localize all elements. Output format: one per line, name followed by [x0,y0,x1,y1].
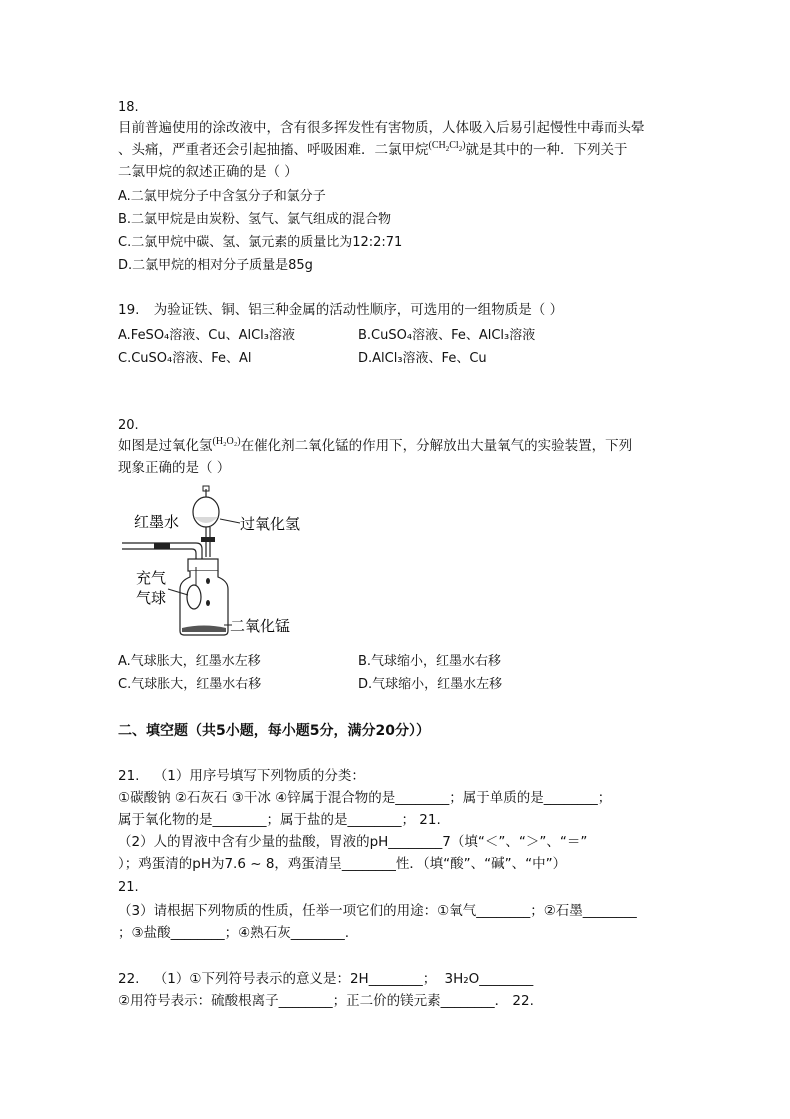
q21-number: 21. [118,768,140,784]
q18-option-d: D.二氯甲烷的相对分子质量是85g [118,258,313,273]
q21-part3-line1: （3）请根据下列物质的性质，任举一项它们的用途：①氧气________；②石墨________ [118,903,637,919]
q18-line2-end: 就是其中的一种．下列关于 [465,142,628,158]
q22-line1-a: （1）①下列符号表示的意义是：2H________； [153,971,437,987]
q20-option-c: C.气球胀大，红墨水右移 [118,677,262,692]
q18-option-c: C.二氯甲烷中碳、氢、氯元素的质量比为12:2:71 [118,235,403,250]
q19-stem-line [118,300,563,320]
q18-number: 18. [118,100,139,115]
q21-number-repeat: 21. [118,880,139,895]
q18-stem-line2 [118,140,628,162]
q21-part3-line2: ；③盐酸________；④熟石灰________. [118,925,349,941]
q20-option-a: A.气球胀大，红墨水左移 [118,654,261,669]
q21-part1-title-line [118,766,365,786]
q21-part1-line2: 属于氧化物的是________；属于盐的是________； 21. [118,812,441,828]
q22-line1-b: 3H₂O________ [444,971,534,987]
q19-option-a: A.FeSO₄溶液、Cu、AlCl₃溶液 [118,328,295,343]
q21-part1-title: （1）用序号填写下列物质的分类： [153,768,365,784]
q20-apparatus-diagram [118,485,318,640]
label-manganese-dioxide: 二氧化锰 [230,617,291,635]
q20-number: 20. [118,418,139,433]
q18-formula: (CH2Cl2) [428,140,466,153]
red-ink-drop [154,543,170,549]
q18-stem-line1: 目前普遍使用的涂改液中，含有很多挥发性有害物质，人体吸入后易引起慢性中毒而头晕 [118,120,645,136]
q18-line2-start: 、头痛，严重者还会引起抽搐、呼吸困难．二氯甲烷 [118,142,429,158]
q20-stem-line1: 如图是过氧化氢$^{(H_2O_2)}$在催化剂二氧化锰的作用下，分解放出大量氧气的实验装置，下列 [118,436,633,454]
q21-part2-line1: （2）人的胃液中含有少量的盐酸，胃液的pH________7（填“＜”、“＞”、“＝” [118,834,588,850]
q21-part1-line1: ①碳酸钠 ②石灰石 ③干冰 ④锌属于混合物的是________；属于单质的是________； [118,790,612,806]
q22-number: 22. [118,971,140,987]
q19-option-d: D.AlCl₃溶液、Fe、Cu [358,351,487,366]
section-heading: 二、填空题（共5小题，每小题5分，满分20分）） [118,723,430,739]
q19-stem: 为验证铁、铜、铝三种金属的活动性顺序，可选用的一组物质是（ ） [153,302,564,318]
label-balloon-1: 充气 [136,569,167,587]
q22-line1 [118,969,533,989]
q20-stem-line2: 现象正确的是（ ） [118,460,231,476]
q21-part2-line2: ）；鸡蛋清的pH为7.6 ~ 8，鸡蛋清呈________性．（填“酸”、“碱”、“中”） [118,856,567,872]
q20-option-d: D.气球缩小，红墨水左移 [358,677,503,692]
separatory-funnel [193,486,219,557]
q19-option-c: C.CuSO₄溶液、Fe、Al [118,351,252,366]
q19-number: 19. [118,302,140,318]
label-hydrogen-peroxide: 过氧化氢 [240,515,301,533]
q19-option-b: B.CuSO₄溶液、Fe、AlCl₃溶液 [358,328,536,343]
q22-line2: ②用符号表示：硫酸根离子________；正二价的镁元素________． 22. [118,993,534,1009]
q18-option-a: A.二氯甲烷分子中含氢分子和氯分子 [118,189,326,204]
q20-option-b: B.气球缩小，红墨水右移 [358,654,502,669]
q18-stem-line3: 二氯甲烷的叙述正确的是（ ） [118,164,298,180]
q20-formula: (H₂O₂) [212,436,241,447]
label-red-ink: 红墨水 [134,513,180,531]
q18-option-b: B.二氯甲烷是由炭粉、氢气、氯气组成的混合物 [118,212,392,227]
label-balloon-2: 气球 [136,589,167,607]
